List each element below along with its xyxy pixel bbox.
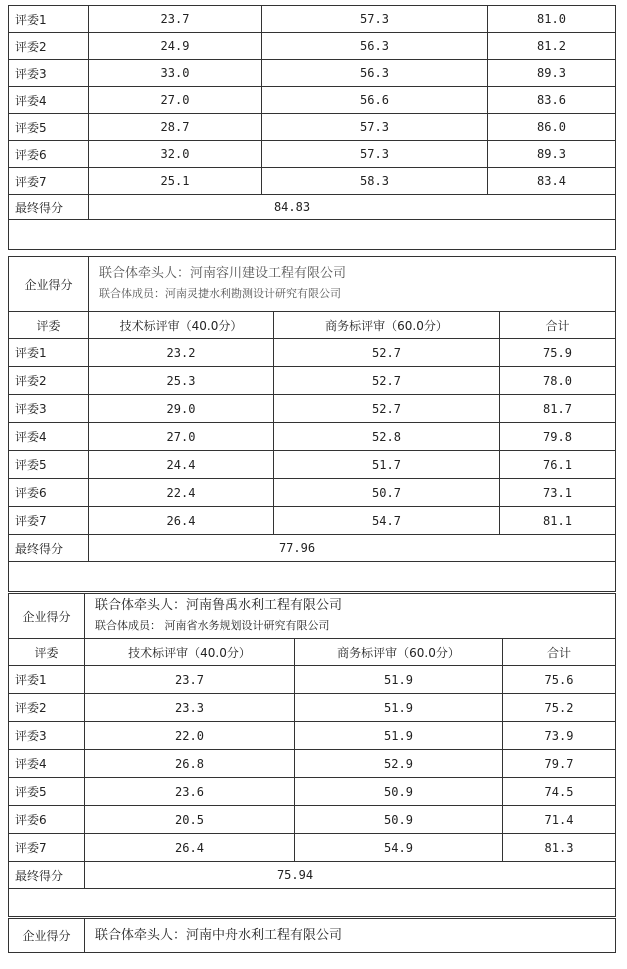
table-row [9, 6, 616, 33]
joint-venture-member: 联合体成员：河南灵捷水利勘测设计研究有限公司 [99, 287, 341, 300]
table-row [9, 666, 616, 694]
total-score: 81.2 [488, 33, 616, 60]
biz-score: 57.3 [262, 114, 488, 141]
joint-venture-member: 联合体成员： 河南省水务规划设计研究有限公司 [95, 619, 330, 632]
total-score: 83.4 [488, 168, 616, 195]
tech-score: 26.8 [85, 750, 295, 778]
final-score-value: 84.83 [89, 195, 616, 220]
judge-cell: 评委2 [9, 367, 89, 395]
table-row [9, 479, 616, 507]
final-score-label: 最终得分 [9, 195, 89, 220]
company-header-row [9, 257, 616, 312]
total-score: 83.6 [488, 87, 616, 114]
table-row [9, 451, 616, 479]
tech-score: 23.6 [85, 778, 295, 806]
joint-venture-lead: 联合体牵头人：河南中舟水利工程有限公司 [85, 919, 616, 953]
total-score: 75.2 [503, 694, 616, 722]
biz-score: 51.7 [274, 451, 500, 479]
biz-score: 58.3 [262, 168, 488, 195]
company-score-label: 企业得分 [9, 594, 85, 639]
tech-score: 25.3 [89, 367, 274, 395]
tech-score: 32.0 [89, 141, 262, 168]
biz-score: 52.7 [274, 395, 500, 423]
tech-score: 26.4 [89, 507, 274, 535]
table-row [9, 778, 616, 806]
company-score-label: 企业得分 [9, 257, 89, 312]
total-column-header: 合计 [500, 312, 616, 339]
commercial-column-header: 商务标评审（60.0分） [274, 312, 500, 339]
biz-score: 56.3 [262, 33, 488, 60]
total-score: 86.0 [488, 114, 616, 141]
final-score-row [9, 195, 616, 220]
total-score: 73.9 [503, 722, 616, 750]
total-score: 81.7 [500, 395, 616, 423]
total-score: 81.0 [488, 6, 616, 33]
judge-cell: 评委3 [9, 395, 89, 423]
biz-score: 50.7 [274, 479, 500, 507]
total-score: 81.3 [503, 834, 616, 862]
tech-score: 28.7 [89, 114, 262, 141]
judge-cell: 评委5 [9, 451, 89, 479]
table-row [9, 367, 616, 395]
table-row [9, 141, 616, 168]
final-score-label: 最终得分 [9, 862, 85, 889]
table-row [9, 87, 616, 114]
biz-score: 51.9 [295, 666, 503, 694]
technical-column-header: 技术标评审（40.0分） [85, 639, 295, 666]
final-score-value: 75.94 [85, 862, 616, 889]
judge-cell: 评委3 [9, 722, 85, 750]
score-table-1 [8, 256, 616, 592]
total-score: 89.3 [488, 141, 616, 168]
table-row [9, 806, 616, 834]
tech-score: 23.3 [85, 694, 295, 722]
judge-cell: 评委7 [9, 834, 85, 862]
biz-score: 54.9 [295, 834, 503, 862]
judge-cell: 评委5 [9, 114, 89, 141]
score-table-2 [8, 593, 616, 917]
commercial-column-header: 商务标评审（60.0分） [295, 639, 503, 666]
table-row [9, 395, 616, 423]
judge-cell: 评委7 [9, 507, 89, 535]
biz-score: 50.9 [295, 778, 503, 806]
tech-score: 29.0 [89, 395, 274, 423]
judge-cell: 评委6 [9, 806, 85, 834]
spacer-row [9, 889, 616, 917]
table-row [9, 507, 616, 535]
table-row [9, 722, 616, 750]
column-header-row [9, 639, 616, 666]
total-score: 78.0 [500, 367, 616, 395]
final-score-row [9, 862, 616, 889]
biz-score: 51.9 [295, 722, 503, 750]
judge-cell: 评委1 [9, 6, 89, 33]
biz-score: 52.8 [274, 423, 500, 451]
biz-score: 54.7 [274, 507, 500, 535]
biz-score: 57.3 [262, 141, 488, 168]
biz-score: 56.3 [262, 60, 488, 87]
table-row [9, 423, 616, 451]
technical-column-header: 技术标评审（40.0分） [89, 312, 274, 339]
judge-cell: 评委3 [9, 60, 89, 87]
judge-cell: 评委1 [9, 666, 85, 694]
biz-score: 50.9 [295, 806, 503, 834]
tech-score: 22.4 [89, 479, 274, 507]
total-score: 79.8 [500, 423, 616, 451]
total-score: 71.4 [503, 806, 616, 834]
tech-score: 25.1 [89, 168, 262, 195]
table-row [9, 114, 616, 141]
company-header-row [9, 594, 616, 639]
tech-score: 23.7 [89, 6, 262, 33]
tech-score: 24.4 [89, 451, 274, 479]
joint-venture-lead: 联合体牵头人：河南容川建设工程有限公司 [99, 266, 347, 281]
biz-score: 52.7 [274, 339, 500, 367]
final-score-label: 最终得分 [9, 535, 89, 562]
judge-column-header: 评委 [9, 312, 89, 339]
biz-score: 56.6 [262, 87, 488, 114]
spacer-row [9, 562, 616, 592]
judge-cell: 评委2 [9, 33, 89, 60]
tech-score: 27.0 [89, 423, 274, 451]
judge-cell: 评委6 [9, 141, 89, 168]
company-score-label: 企业得分 [9, 919, 85, 953]
tech-score: 20.5 [85, 806, 295, 834]
biz-score: 51.9 [295, 694, 503, 722]
judge-cell: 评委5 [9, 778, 85, 806]
score-table-3 [8, 918, 616, 953]
table-row [9, 339, 616, 367]
table-row [9, 750, 616, 778]
total-score: 74.5 [503, 778, 616, 806]
tech-score: 24.9 [89, 33, 262, 60]
total-score: 75.9 [500, 339, 616, 367]
judge-cell: 评委4 [9, 750, 85, 778]
table-row [9, 834, 616, 862]
total-score: 76.1 [500, 451, 616, 479]
score-table-0 [8, 5, 616, 250]
judge-cell: 评委7 [9, 168, 89, 195]
tech-score: 33.0 [89, 60, 262, 87]
table-row [9, 694, 616, 722]
joint-venture-lead: 联合体牵头人：河南鲁禹水利工程有限公司 [95, 598, 343, 613]
final-score-value: 77.96 [89, 535, 616, 562]
table-row [9, 60, 616, 87]
total-score: 81.1 [500, 507, 616, 535]
column-header-row [9, 312, 616, 339]
total-score: 75.6 [503, 666, 616, 694]
judge-cell: 评委4 [9, 423, 89, 451]
table-row [9, 33, 616, 60]
tech-score: 23.7 [85, 666, 295, 694]
total-column-header: 合计 [503, 639, 616, 666]
tech-score: 27.0 [89, 87, 262, 114]
biz-score: 52.9 [295, 750, 503, 778]
total-score: 89.3 [488, 60, 616, 87]
tech-score: 26.4 [85, 834, 295, 862]
biz-score: 57.3 [262, 6, 488, 33]
judge-cell: 评委4 [9, 87, 89, 114]
judge-cell: 评委6 [9, 479, 89, 507]
table-row [9, 168, 616, 195]
tech-score: 22.0 [85, 722, 295, 750]
tech-score: 23.2 [89, 339, 274, 367]
total-score: 79.7 [503, 750, 616, 778]
final-score-row [9, 535, 616, 562]
judge-cell: 评委1 [9, 339, 89, 367]
judge-column-header: 评委 [9, 639, 85, 666]
spacer-row [9, 220, 616, 250]
total-score: 73.1 [500, 479, 616, 507]
judge-cell: 评委2 [9, 694, 85, 722]
company-header-row [9, 919, 616, 953]
biz-score: 52.7 [274, 367, 500, 395]
